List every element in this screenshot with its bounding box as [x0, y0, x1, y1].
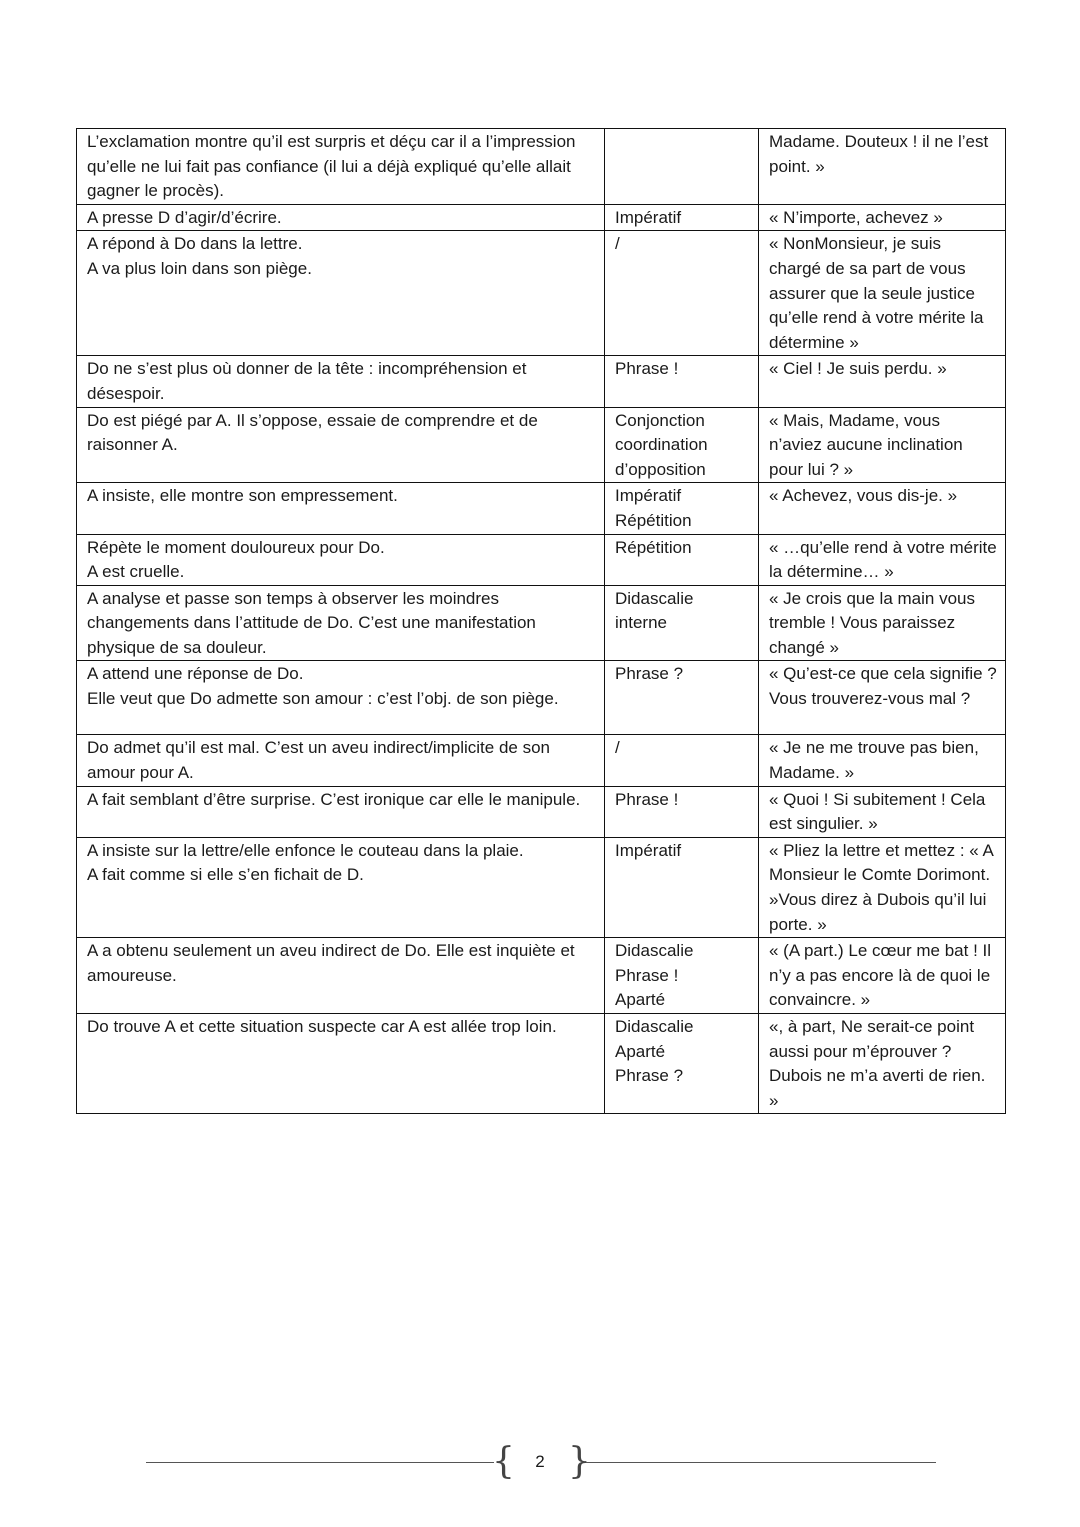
footer-rule-left: [146, 1462, 494, 1463]
page-number: 2: [535, 1452, 545, 1471]
device-cell: Impératif Répétition: [605, 483, 759, 534]
quote-cell: Madame. Douteux ! il ne l’est point. »: [759, 129, 1006, 205]
table-row: [77, 1014, 1006, 1114]
quote-cell: « Je ne me trouve pas bien, Madame. »: [759, 735, 1006, 786]
quote-cell: « (A part.) Le cœur me bat ! Il n’y a pas encore là de quoi le convaincre. »: [759, 938, 1006, 1014]
table-row: [77, 786, 1006, 837]
quote-cell: « Ciel ! Je suis perdu. »: [759, 356, 1006, 407]
analysis-cell: A attend une réponse de Do. Elle veut que Do admette son amour : c’est l’obj. de son piège.: [77, 661, 605, 735]
table-row: [77, 483, 1006, 534]
analysis-cell: A a obtenu seulement un aveu indirect de Do. Elle est inquiète et amoureuse.: [77, 938, 605, 1014]
quote-cell: «, à part, Ne serait-ce point aussi pour m’éprouver ? Dubois ne m’a averti de rien. »: [759, 1014, 1006, 1114]
device-cell: Didascalie Phrase ! Aparté: [605, 938, 759, 1014]
analysis-table-body: [77, 129, 1006, 1114]
analysis-cell: Do est piégé par A. Il s’oppose, essaie de comprendre et de raisonner A.: [77, 407, 605, 483]
footer-rule-right: [586, 1462, 936, 1463]
device-cell: Phrase !: [605, 786, 759, 837]
analysis-table: [76, 128, 1006, 1114]
analysis-cell: A insiste, elle montre son empressement.: [77, 483, 605, 534]
device-cell: Conjonction coordination d’opposition: [605, 407, 759, 483]
device-cell: [605, 129, 759, 205]
table-row: [77, 204, 1006, 231]
analysis-cell: A fait semblant d’être surprise. C’est ironique car elle le manipule.: [77, 786, 605, 837]
device-cell: Didascalie Aparté Phrase ?: [605, 1014, 759, 1114]
quote-cell: « Achevez, vous dis-je. »: [759, 483, 1006, 534]
quote-cell: « Pliez la lettre et mettez : « A Monsieur le Comte Dorimont. »Vous direz à Dubois qu’il lui porte. »: [759, 837, 1006, 937]
analysis-cell: Do ne s’est plus où donner de la tête : incompréhension et désespoir.: [77, 356, 605, 407]
quote-cell: « Je crois que la main vous tremble ! Vous paraissez changé »: [759, 585, 1006, 661]
quote-cell: « Mais, Madame, vous n’aviez aucune inclination pour lui ? »: [759, 407, 1006, 483]
analysis-cell: Do trouve A et cette situation suspecte car A est allée trop loin.: [77, 1014, 605, 1114]
analysis-cell: A analyse et passe son temps à observer les moindres changements dans l’attitude de Do. C’est une manifestation physique de sa douleur.: [77, 585, 605, 661]
table-row: [77, 585, 1006, 661]
device-cell: Phrase !: [605, 356, 759, 407]
analysis-cell: L’exclamation montre qu’il est surpris et déçu car il a l’impression qu’elle ne lui fait pas confiance (il lui a déjà expliqué qu’elle allait gagner le procès).: [77, 129, 605, 205]
quote-cell: « Quoi ! Si subitement ! Cela est singulier. »: [759, 786, 1006, 837]
footer-brace-right: }: [568, 1441, 591, 1482]
table-row: [77, 938, 1006, 1014]
quote-cell: « Qu’est-ce que cela signifie ? Vous trouverez-vous mal ?: [759, 661, 1006, 735]
device-cell: Phrase ?: [605, 661, 759, 735]
quote-cell: « N’importe, achevez »: [759, 204, 1006, 231]
table-row: [77, 735, 1006, 786]
table-row: [77, 356, 1006, 407]
analysis-cell: A insiste sur la lettre/elle enfonce le couteau dans la plaie. A fait comme si elle s’en fichait de D.: [77, 837, 605, 937]
table-row: [77, 837, 1006, 937]
quote-cell: « …qu’elle rend à votre mérite la détermine… »: [759, 534, 1006, 585]
analysis-cell: Répète le moment douloureux pour Do. A est cruelle.: [77, 534, 605, 585]
device-cell: Didascalie interne: [605, 585, 759, 661]
device-cell: /: [605, 735, 759, 786]
table-row: [77, 407, 1006, 483]
table-row: [77, 129, 1006, 205]
table-row: [77, 534, 1006, 585]
device-cell: /: [605, 231, 759, 356]
device-cell: Répétition: [605, 534, 759, 585]
footer-brace-left: {: [492, 1441, 515, 1482]
analysis-cell: Do admet qu’il est mal. C’est un aveu indirect/implicite de son amour pour A.: [77, 735, 605, 786]
table-row: [77, 661, 1006, 735]
table-row: [77, 231, 1006, 356]
page-footer: [0, 1440, 1080, 1484]
quote-cell: « NonMonsieur, je suis chargé de sa part de vous assurer que la seule justice qu’elle rend à votre mérite la détermine »: [759, 231, 1006, 356]
device-cell: Impératif: [605, 837, 759, 937]
analysis-cell: A répond à Do dans la lettre. A va plus loin dans son piège.: [77, 231, 605, 356]
device-cell: Impératif: [605, 204, 759, 231]
analysis-cell: A presse D d’agir/d’écrire.: [77, 204, 605, 231]
